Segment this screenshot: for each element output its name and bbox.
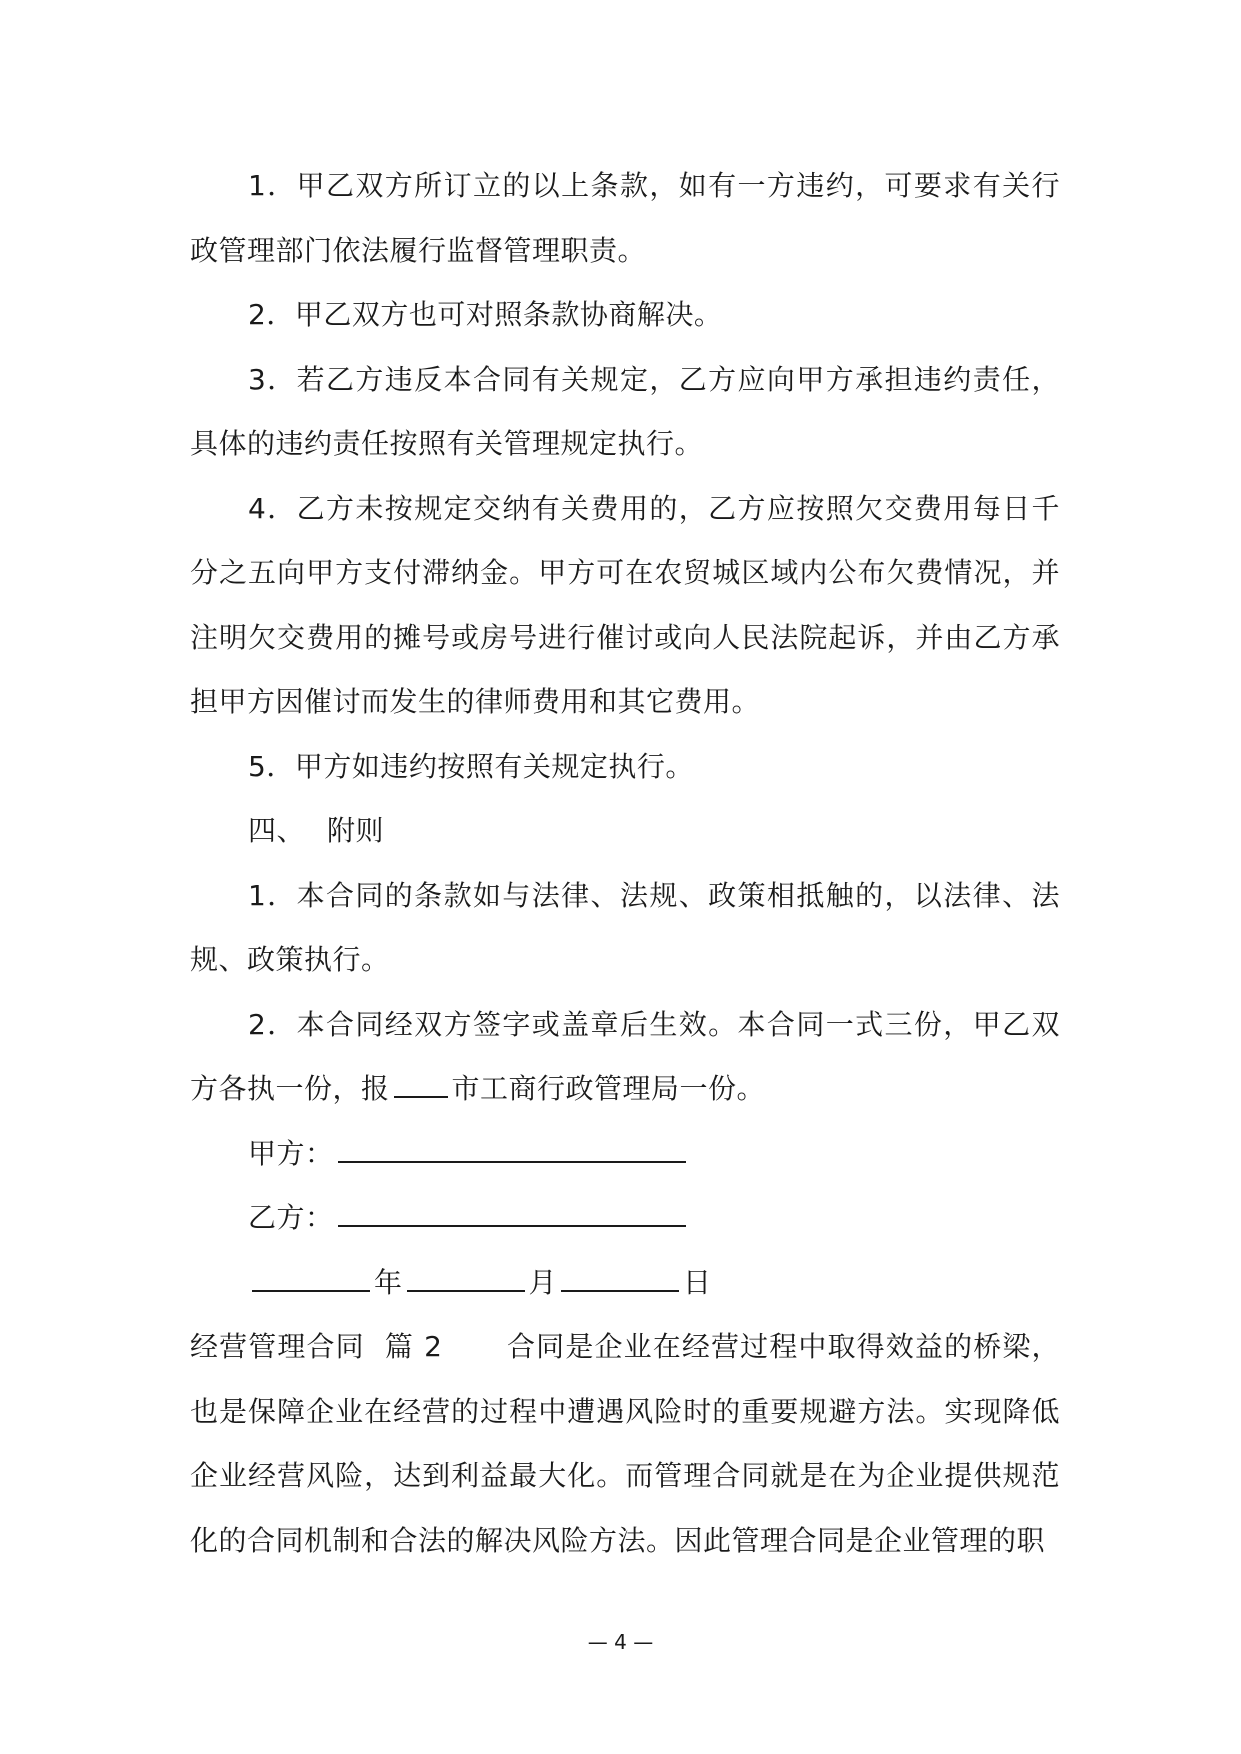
appendix-text: 市工商行政管理局一份。 — [451, 1072, 766, 1105]
appendix-paragraph — [190, 993, 1060, 1122]
next-article — [190, 1315, 1060, 1573]
month-label: 月 — [528, 1265, 558, 1299]
year-label: 年 — [374, 1265, 403, 1299]
clause-paragraph: 2．甲乙双方也可对照条款协商解决。 — [248, 298, 723, 331]
document-body — [190, 154, 1060, 1573]
party-a-label: 甲方： — [248, 1136, 334, 1170]
section-heading — [190, 799, 1060, 864]
party-b-label: 乙方： — [248, 1201, 334, 1234]
party-a-signature — [190, 1122, 1060, 1187]
party-a-blank — [338, 1127, 686, 1163]
party-b-blank — [338, 1191, 686, 1227]
clause-paragraph: 1．甲乙双方所订立的以上条款，如有一方违约，可要求有关行政管理部门依法履行监督管理职责。 — [190, 169, 1060, 267]
clause-paragraph: 4．乙方未按规定交纳有关费用的，乙方应按照欠交费用每日千分之五向甲方支付滞纳金。甲方可在农贸城区域内公布欠费情况，并注明欠交费用的摊号或房号进行催讨或向人民法院起诉，并由乙方承担甲方因催讨而发生的律师费用和其它费用。 — [190, 491, 1060, 718]
day-label: 日 — [683, 1265, 712, 1299]
section-title: 附则 — [327, 814, 385, 847]
day-blank — [561, 1256, 679, 1292]
article-text: 合同是企业在经营过程中取得效益的桥梁，也是保障企业在经营的过程中遭遇风险时的重要规避方法。实现降低企业经营风险，达到利益最大化。而管理合同就是在为企业提供规范化的合同机制和合法的解决风险方法。因此管理合同是企业管理的职 — [190, 1330, 1060, 1557]
party-b-signature — [190, 1186, 1060, 1251]
appendix-text: 2．本合同经双方签字或盖章后生效。本合同一式三份，甲乙双方各执一份，报 — [190, 1007, 1060, 1105]
city-blank — [394, 1062, 448, 1098]
page-number: — 4 — — [587, 1630, 654, 1654]
article-part: 篇 2 — [384, 1330, 443, 1363]
date-line — [190, 1251, 1060, 1316]
clause-paragraph: 3．若乙方违反本合同有关规定，乙方应向甲方承担违约责任，具体的违约责任按照有关管理规定执行。 — [190, 362, 1060, 460]
appendix-paragraph: 1．本合同的条款如与法律、法规、政策相抵触的，以法律、法规、政策执行。 — [190, 878, 1060, 976]
article-title: 经营管理合同 — [190, 1330, 365, 1363]
year-blank — [252, 1256, 370, 1292]
clause-paragraph: 5．甲方如违约按照有关规定执行。 — [248, 749, 694, 783]
month-blank — [407, 1256, 525, 1292]
section-number: 四、 — [248, 814, 306, 847]
